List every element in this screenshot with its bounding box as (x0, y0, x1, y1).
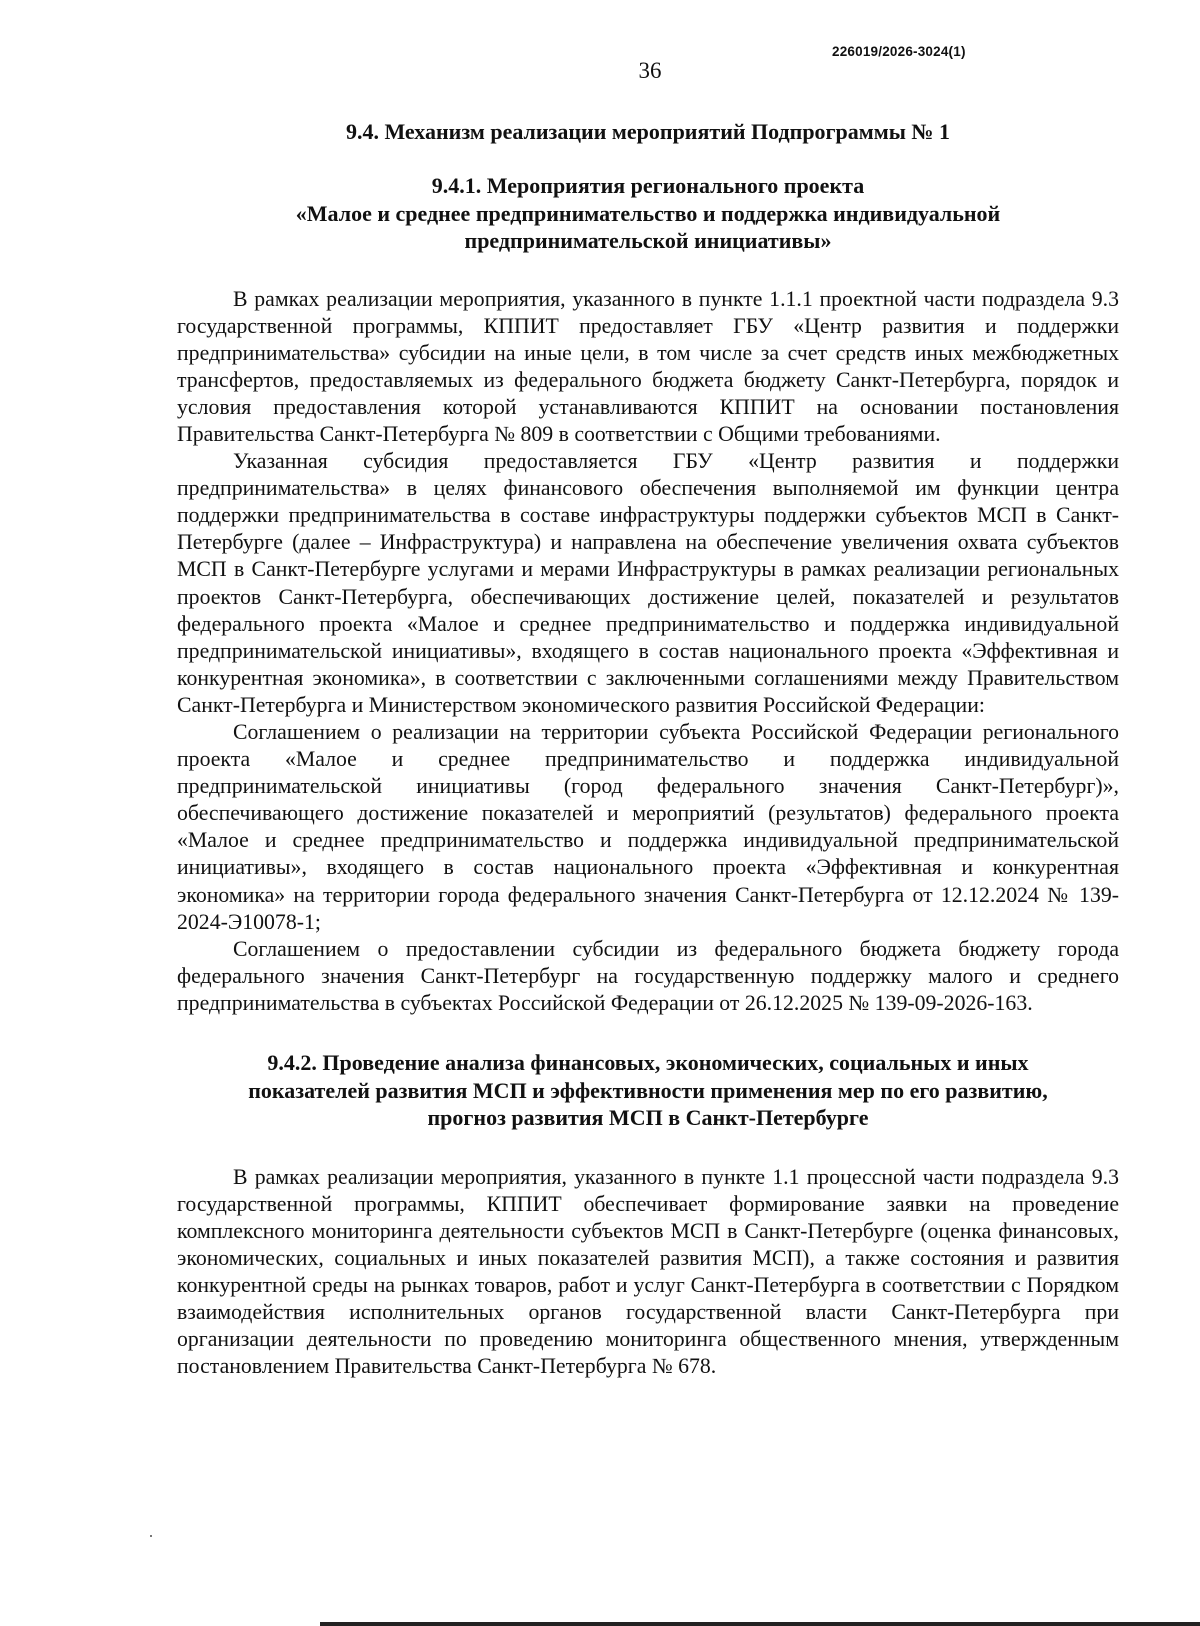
paragraph-agreement-regional-project: Соглашением о реализации на территории субъекта Российской Федерации регионального проекта «Малое и среднее предпринимательство и поддержка индивидуальной предпринимательской инициативы (город федерального значения Санкт-Петербург)», обеспечивающего достижение показателей и мероприятий (результатов) федерального проекта «Малое и среднее предпринимательство и поддержка индивидуальной предпринимательской инициативы», входящего в состав национального проекта «Эффективная и конкурентная экономика» на территории города федерального значения Санкт-Петербурга от 12.12.2024 № 139-2024-Э10078-1; (177, 720, 1119, 934)
paragraph-msp-monitoring: В рамках реализации мероприятия, указанного в пункте 1.1 процессной части подраздела 9.3 государственной программы, КППИТ обеспечивает формирование заявки на проведение комплексного мониторинга деятельности субъектов МСП в Санкт-Петербурге (оценка финансовых, экономических, социальных и иных показателей развития МСП), а также состояния и развития конкурентной среды на рынках товаров, работ и услуг Санкт-Петербурга в соответствии с Порядком взаимодействия исполнительных органов государственной власти Санкт-Петербурга при организации деятельности по проведению мониторинга общественного мнения, утвержденным постановлением Правительства Санкт-Петербурга № 678. (177, 1164, 1119, 1379)
page-number: 36 (638, 58, 662, 83)
section-9-4-1-heading (177, 172, 1119, 255)
document-registration-number: 226019/2026-3024(1) (832, 44, 966, 59)
heading-line: «Малое и среднее предпринимательство и поддержка индивидуальной (295, 200, 1001, 226)
heading-line: предпринимательской инициативы» (464, 228, 832, 253)
section-9-4-2-heading (177, 1049, 1119, 1132)
heading-line: 9.4.1. Мероприятия регионального проекта (431, 173, 865, 198)
document-body (177, 118, 1119, 1380)
section-9-4-heading: 9.4. Механизм реализации мероприятий Подпрограммы № 1 (345, 119, 951, 144)
paragraph-subsidy-purpose: Указанная субсидия предоставляется ГБУ «Центр развития и поддержки предпринимательства» в целях финансового обеспечения выполняемой им функции центра поддержки предпринимательства в составе инфраструктуры поддержки субъектов МСП в Санкт-Петербурге (далее – Инфраструктура) и направлена на обеспечение увеличения охвата субъектов МСП в Санкт-Петербурге услугами и мерами Инфраструктуры в рамках реализации региональных проектов Санкт-Петербурга, обеспечивающих достижение целей, показателей и результатов федерального проекта «Малое и среднее предпринимательство и поддержка индивидуальной предпринимательской инициативы», входящего в состав национального проекта «Эффективная и конкурентная экономика», в соответствии с заключенными соглашениями между Правительством Санкт-Петербурга и Министерством экономического развития Российской Федерации: (177, 449, 1119, 717)
heading-line: 9.4.2. Проведение анализа финансовых, экономических, социальных и иных (267, 1050, 1029, 1076)
paragraph-agreement-federal-subsidy: Соглашением о предоставлении субсидии из федерального бюджета бюджету города федерального значения Санкт-Петербург на государственную поддержку малого и среднего предпринимательства в субъектах Российской Федерации от 26.12.2025 № 139-09-2026-163. (177, 936, 1119, 1015)
scan-edge-line (320, 1622, 1200, 1626)
paragraph-subsidy-provision: В рамках реализации мероприятия, указанного в пункте 1.1.1 проектной части подраздела 9.3 государственной программы, КППИТ предоставляет ГБУ «Центр развития и поддержки предпринимательства» субсидии на иные цели, в том числе за счет средств иных межбюджетных трансфертов, предоставляемых из федерального бюджета бюджету Санкт-Петербурга, порядок и условия предоставления которой устанавливаются КППИТ на основании постановления Правительства Санкт-Петербурга № 809 в соответствии с Общими требованиями. (177, 286, 1119, 446)
scan-artifact-dot (150, 1535, 152, 1537)
heading-line: прогноз развития МСП в Санкт-Петербурге (427, 1105, 869, 1131)
heading-line: показателей развития МСП и эффективности применения мер по его развитию, (248, 1077, 1048, 1103)
